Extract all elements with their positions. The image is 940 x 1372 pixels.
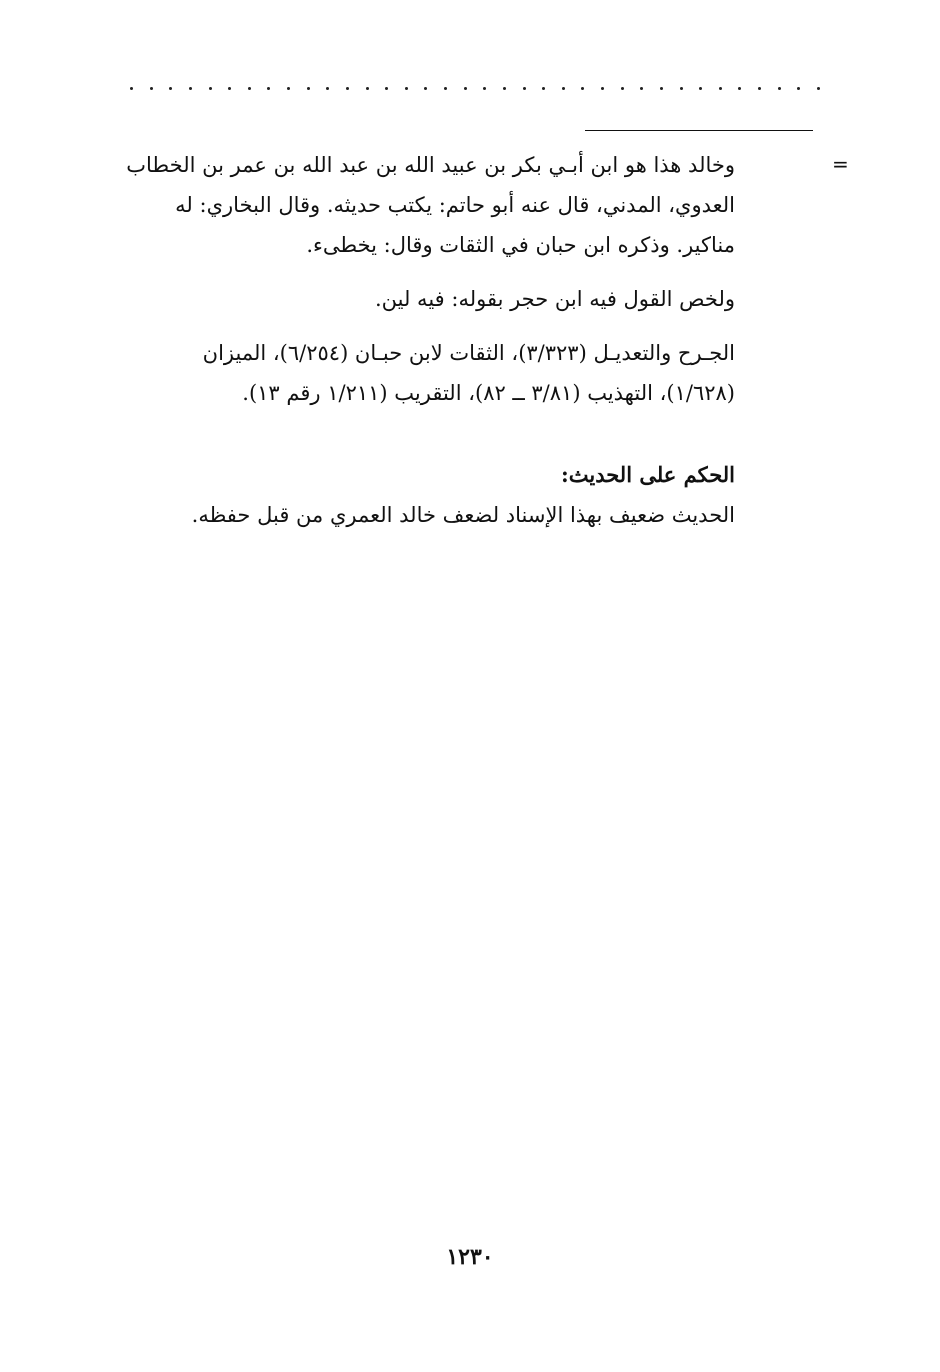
separator-dot [385, 87, 388, 90]
biography-paragraph [118, 145, 735, 265]
separator-dot [640, 87, 643, 90]
references-line: الجـرح والتعديـل (٣/٣٢٣)، الثقات لابن حبـان (٦/٢٥٤)، الميزان [202, 341, 735, 365]
biography-line: العدوي، المدني، قال عنه أبو حاتم: يكتب حديثه. وقال البخاري: له [175, 193, 735, 217]
verdict-text: الحديث ضعيف بهذا الإسناد لضعف خالد العمري من قبل حفظه. [191, 503, 735, 527]
separator-dot [581, 87, 584, 90]
biography-line: وخالد هذا هو ابن أبـي بكر بن عبيد الله بن عبد الله بن عمر بن الخطاب [126, 153, 735, 177]
separator-dot [287, 87, 290, 90]
continuation-mark: = [832, 152, 849, 176]
separator-dot [797, 87, 800, 90]
separator-dot [778, 87, 781, 90]
summary-line: ولخص القول فيه ابن حجر بقوله: فيه لين. [374, 287, 735, 311]
separator-dot [523, 87, 526, 90]
separator-dot [738, 87, 741, 90]
summary-paragraph [118, 279, 735, 319]
separator-dot [228, 87, 231, 90]
references-line: (١/٦٢٨)، التهذيب (٣/٨١ ــ ٨٢)، التقريب (١/٢١١ رقم ١٣). [242, 381, 735, 405]
separator-dot [189, 87, 192, 90]
separator-dot [444, 87, 447, 90]
separator-dot [680, 87, 683, 90]
separator-dot [326, 87, 329, 90]
separator-dot [209, 87, 212, 90]
separator-dot [503, 87, 506, 90]
separator-dot [542, 87, 545, 90]
separator-dot [346, 87, 349, 90]
separator-dot [817, 87, 820, 90]
references-paragraph [118, 333, 735, 413]
separator-dot [267, 87, 270, 90]
separator-dot [405, 87, 408, 90]
dotted-separator [130, 78, 820, 98]
page-number: ١٢٣٠ [446, 1244, 494, 1270]
verdict-heading: الحكم على الحديث: [561, 462, 735, 487]
biography-line: مناكير. وذكره ابن حبان في الثقات وقال: يخطىء. [306, 233, 735, 257]
verdict-section [118, 455, 735, 535]
footnote-rule [585, 130, 813, 131]
separator-dot [719, 87, 722, 90]
separator-dot [130, 87, 133, 90]
separator-dot [699, 87, 702, 90]
separator-dot [562, 87, 565, 90]
separator-dot [307, 87, 310, 90]
separator-dot [248, 87, 251, 90]
separator-dot [464, 87, 467, 90]
separator-dot [150, 87, 153, 90]
separator-dot [621, 87, 624, 90]
separator-dot [366, 87, 369, 90]
separator-dot [169, 87, 172, 90]
separator-dot [660, 87, 663, 90]
separator-dot [601, 87, 604, 90]
footnote-block [118, 145, 735, 413]
separator-dot [424, 87, 427, 90]
separator-dot [758, 87, 761, 90]
separator-dot [483, 87, 486, 90]
